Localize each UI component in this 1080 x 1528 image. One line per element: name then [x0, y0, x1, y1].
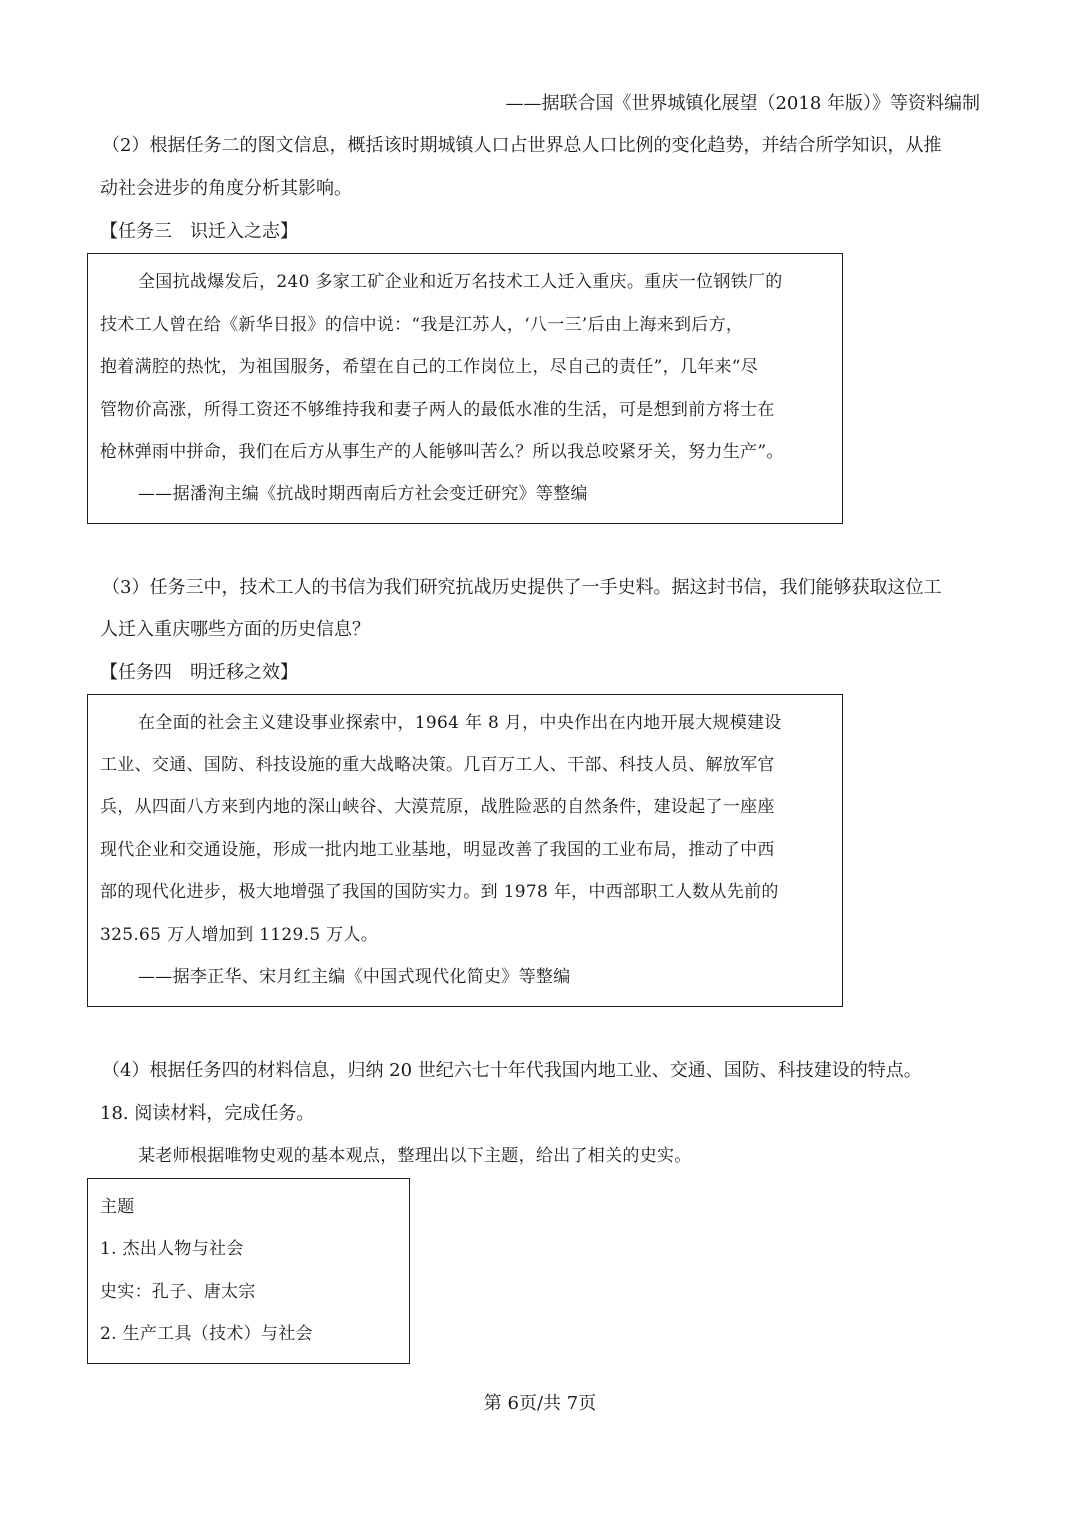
- question-3-line-1: （3）任务三中，技术工人的书信为我们研究抗战历史提供了一手史料。据这封书信，我们能够获取这位工: [102, 577, 942, 598]
- material-4-line-5: 部的现代化进步，极大地增强了我国的国防实力。到 1978 年，中西部职工人数从先前的: [100, 882, 779, 902]
- material-4-source: ——据李正华、宋月红主编《中国式现代化简史》等整编: [138, 967, 571, 987]
- material-3-line-2: 技术工人曾在给《新华日报》的信中说：“我是江苏人，‘八一三’后由上海来到后方，: [100, 315, 744, 335]
- question-2-line-2: 动社会进步的角度分析其影响。: [100, 178, 352, 199]
- material-3-source: ——据潘洵主编《抗战时期西南后方社会变迁研究》等整编: [138, 484, 588, 504]
- question-18-title: 18. 阅读材料，完成任务。: [100, 1103, 315, 1124]
- material-4-line-4: 现代企业和交通设施，形成一批内地工业基地，明显改善了我国的工业布局，推动了中西: [100, 840, 775, 860]
- task-4-heading: 【任务四 明迁移之效】: [100, 662, 298, 683]
- material-3-line-1: 全国抗战爆发后，240 多家工矿企业和近万名技术工人迁入重庆。重庆一位钢铁厂的: [138, 272, 783, 292]
- material-3-line-5: 枪林弹雨中拼命，我们在后方从事生产的人能够叫苦么？所以我总咬紧牙关，努力生产”。: [100, 442, 784, 462]
- source-note-top: ——据联合国《世界城镇化展望（2018 年版）》等资料编制: [505, 93, 980, 114]
- theme-item-1-facts: 史实：孔子、唐太宗: [100, 1282, 256, 1302]
- material-4-line-1: 在全面的社会主义建设事业探索中，1964 年 8 月，中央作出在内地开展大规模建设: [138, 713, 782, 733]
- page-footer: 第 6页/共 7页: [483, 1393, 597, 1414]
- question-18-intro: 某老师根据唯物史观的基本观点，整理出以下主题，给出了相关的史实。: [138, 1146, 692, 1166]
- theme-item-1: 1. 杰出人物与社会: [100, 1239, 244, 1259]
- theme-item-2: 2. 生产工具（技术）与社会: [100, 1324, 313, 1344]
- material-4-box: [87, 694, 843, 1007]
- material-4-line-6: 325.65 万人增加到 1129.5 万人。: [100, 925, 379, 945]
- theme-box-heading: 主题: [100, 1197, 135, 1217]
- material-3-line-3: 抱着满腔的热忱，为祖国服务，希望在自己的工作岗位上，尽自己的责任”，几年来“尽: [100, 357, 759, 377]
- material-3-line-4: 管物价高涨，所得工资还不够维持我和妻子两人的最低水准的生活，可是想到前方将士在: [100, 400, 775, 420]
- question-4: （4）根据任务四的材料信息，归纳 20 世纪六七十年代我国内地工业、交通、国防、科技建设的特点。: [102, 1060, 922, 1081]
- question-2-line-1: （2）根据任务二的图文信息，概括该时期城镇人口占世界总人口比例的变化趋势，并结合所学知识，从推: [102, 135, 942, 156]
- material-4-line-3: 兵，从四面八方来到内地的深山峡谷、大漠荒原，战胜险恶的自然条件，建设起了一座座: [100, 797, 775, 817]
- material-3-box: [87, 253, 843, 524]
- material-4-line-2: 工业、交通、国防、科技设施的重大战略决策。几百万工人、干部、科技人员、解放军官: [100, 755, 775, 775]
- question-3-line-2: 人迁入重庆哪些方面的历史信息？: [100, 619, 370, 640]
- task-3-heading: 【任务三 识迁入之志】: [100, 221, 298, 242]
- theme-box: [87, 1178, 410, 1364]
